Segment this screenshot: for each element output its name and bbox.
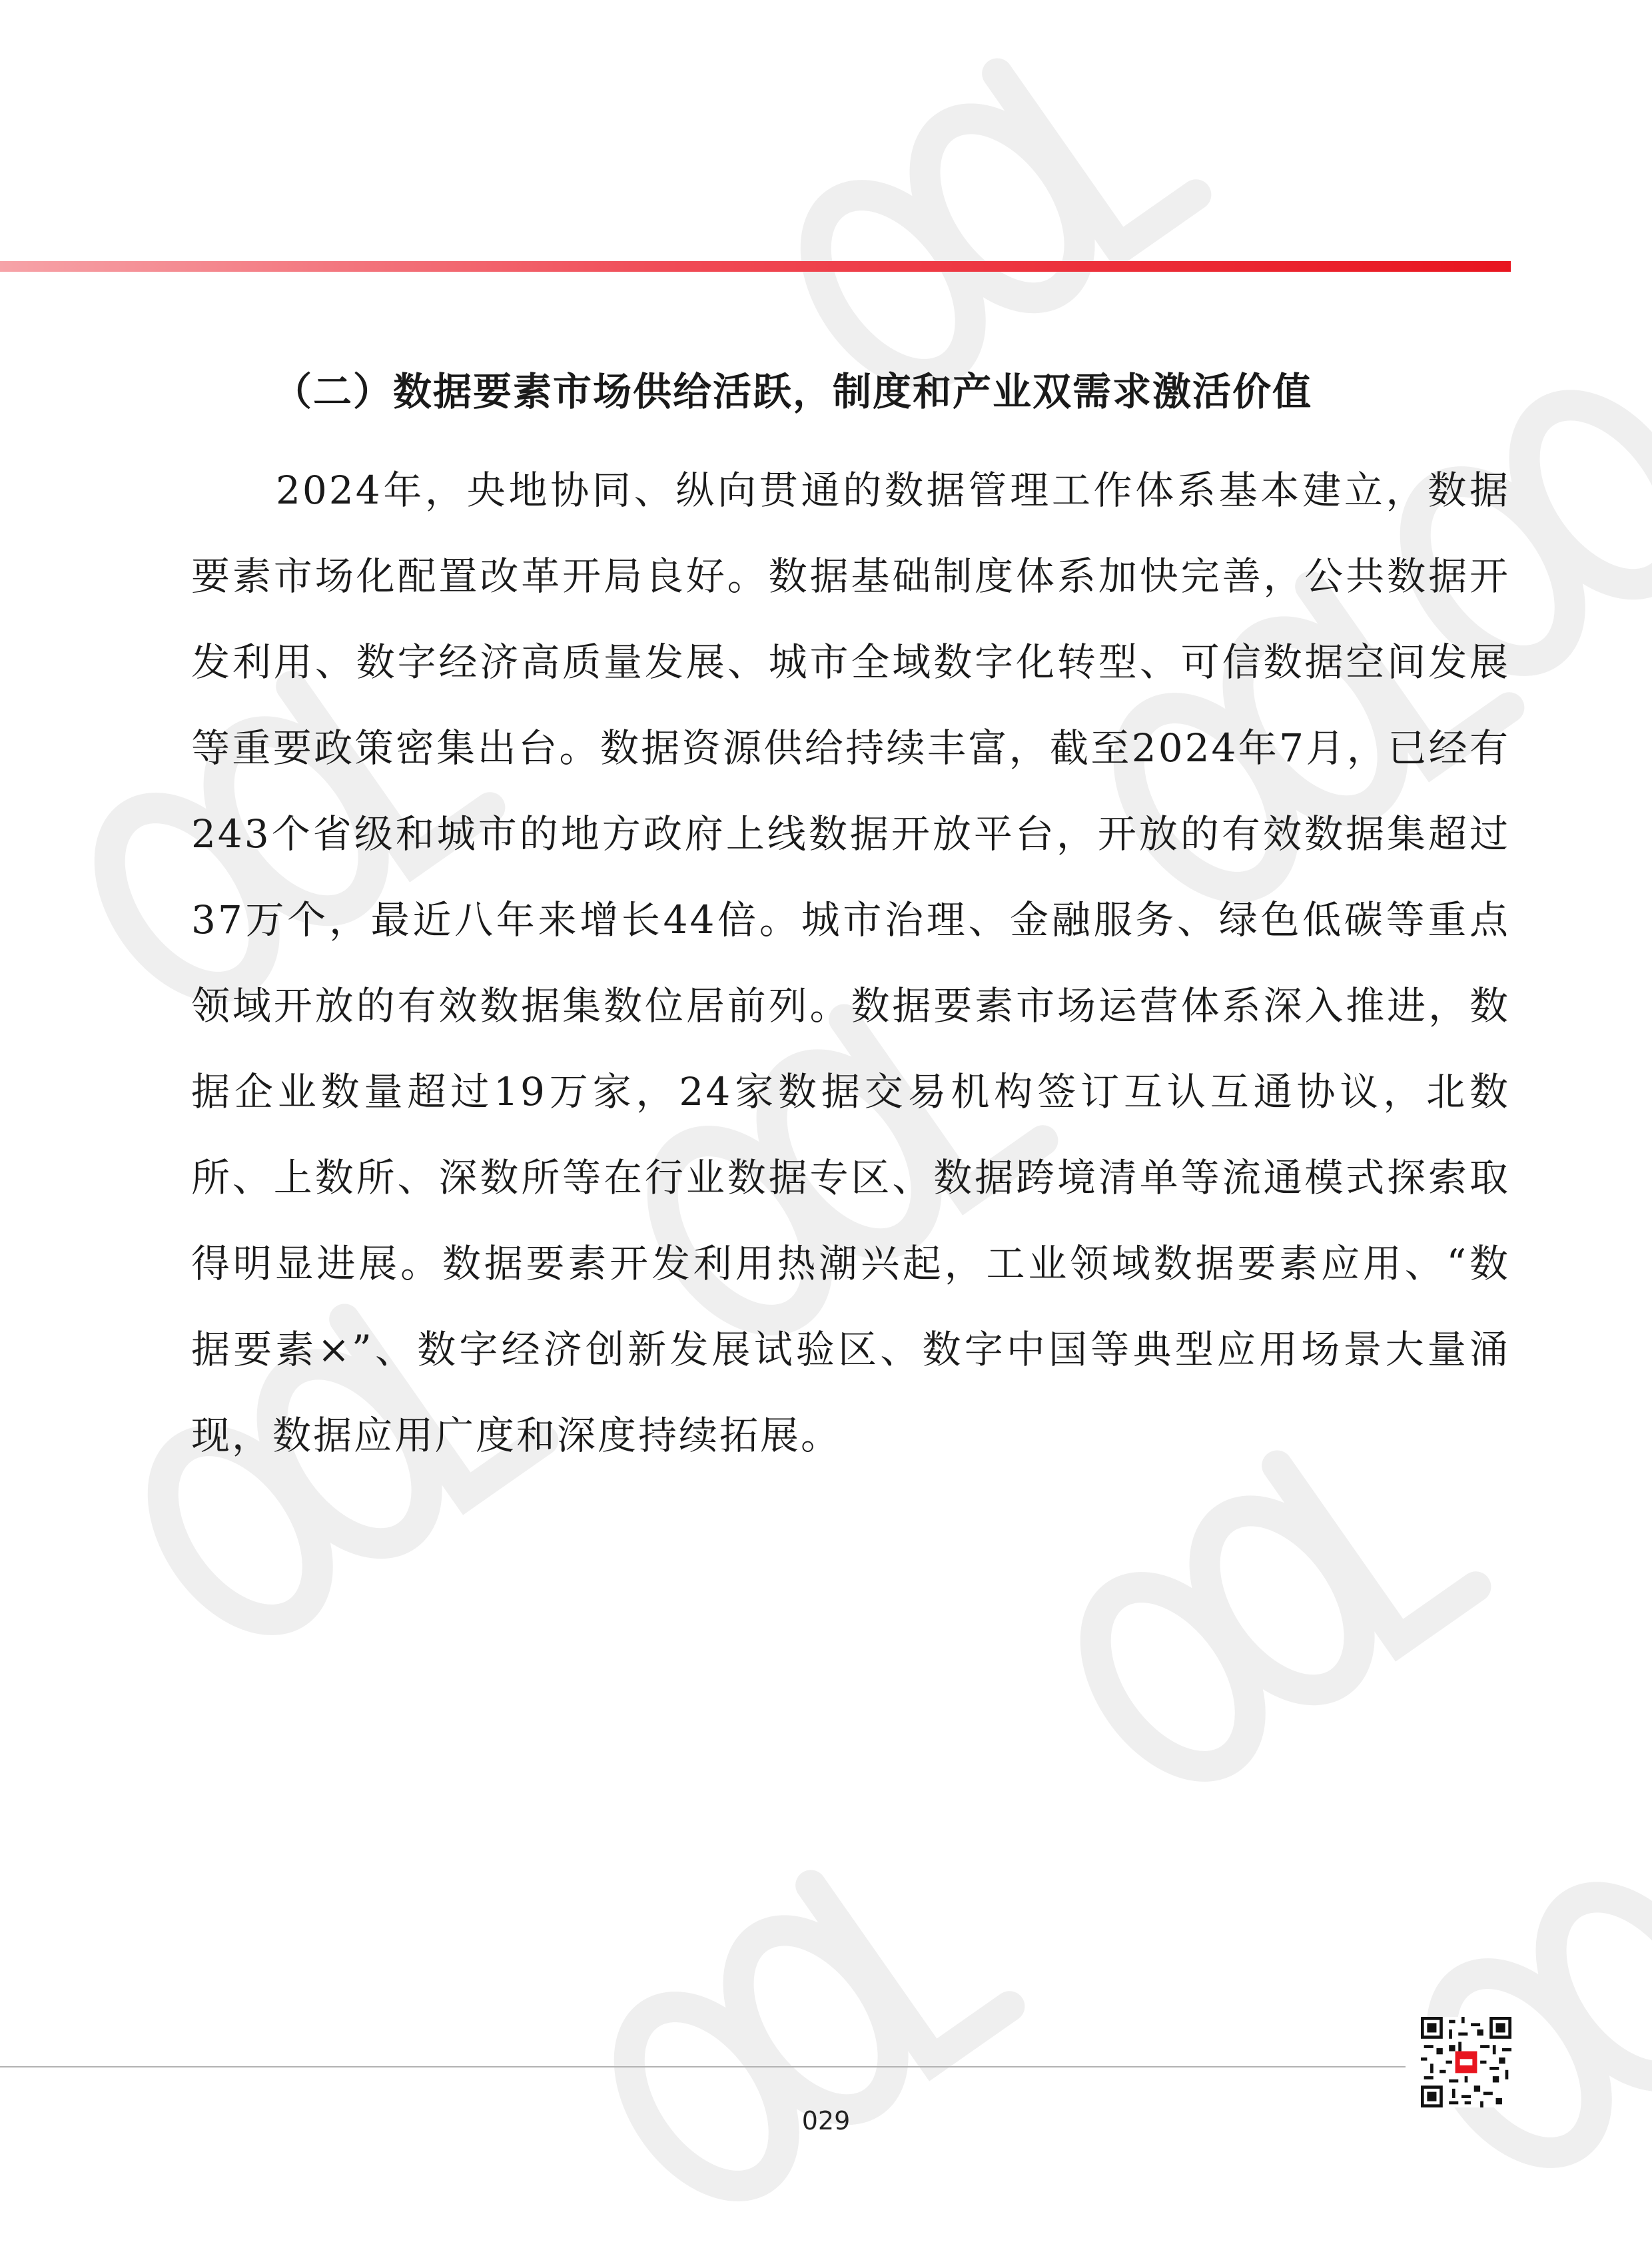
top-accent-rule: [0, 261, 1511, 272]
page-number: 029: [801, 2106, 851, 2135]
body-paragraph: 2024年，央地协同、纵向贯通的数据管理工作体系基本建立，数据要素市场化配置改革开局良好。数据基础制度体系加快完善，公共数据开发利用、数字经济高质量发展、城市全域数字化转型、可信数据空间发展等重要政策密集出台。数据资源供给持续丰富，截至2024年7月，已经有243个省级和城市的地方政府上线数据开放平台，开放的有效数据集超过37万个，最近八年来增长44倍。城市治理、金融服务、绿色低碳等重点领域开放的有效数据集数位居前列。数据要素市场运营体系深入推进，数据企业数量超过19万家，24家数据交易机构签订互认互通协议，北数所、上数所、深数所等在行业数据专区、数据跨境清单等流通模式探索取得明显进展。数据要素开发利用热潮兴起，工业领域数据要素应用、“数据要素×”、数字经济创新发展试验区、数字中国等典型应用场景大量涌现，数据应用广度和深度持续拓展。: [191, 468, 1510, 1458]
qr-code-icon: [1421, 2017, 1511, 2107]
footer-rule: [0, 2066, 1406, 2067]
section-heading: （二）数据要素市场供给活跃，制度和产业双需求激活价值: [273, 369, 1313, 414]
